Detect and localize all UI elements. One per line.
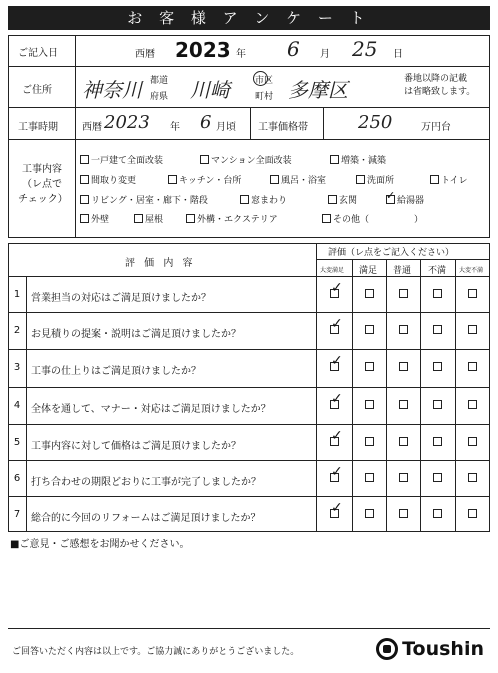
rating-neutral[interactable] xyxy=(399,400,408,409)
rating-dissatisfied[interactable] xyxy=(433,437,442,446)
work-period-year-unit: 年 xyxy=(170,122,180,133)
question-text: 工事内容に対して価格はご満足頂けましたか？ xyxy=(31,441,241,452)
work-option-entrance[interactable]: 玄関 xyxy=(328,193,357,206)
rating-very-satisfied[interactable] xyxy=(330,325,339,334)
scale-neutral: 普通 xyxy=(393,266,412,276)
rating-neutral[interactable] xyxy=(399,473,408,482)
brand-logo xyxy=(376,638,484,660)
rating-satisfied[interactable] xyxy=(365,362,374,371)
rating-very-satisfied[interactable] xyxy=(330,362,339,371)
work-option-roof[interactable]: 屋根 xyxy=(134,212,163,225)
work-period-label: 工事時期 xyxy=(18,122,58,133)
price-value: 250 xyxy=(358,112,393,133)
work-option-detached-house[interactable]: 一戸建て全面改装 xyxy=(80,153,163,166)
rating-very-dissatisfied[interactable] xyxy=(468,437,477,446)
question-text: 営業担当の対応はご満足頂けましたか？ xyxy=(31,293,211,304)
address-ward: 多摩区 xyxy=(288,78,348,102)
question-number: 5 xyxy=(13,437,21,448)
checkbox-condo[interactable] xyxy=(200,155,209,164)
work-option-washroom[interactable]: 洗面所 xyxy=(356,173,394,186)
question-text: 工事の仕上りはご満足頂けましたか？ xyxy=(31,366,201,377)
rating-satisfied[interactable] xyxy=(365,289,374,298)
work-period-month: 6 xyxy=(200,112,212,133)
evaluation-rating-header: 評価（レ点をご記入ください） xyxy=(328,248,455,258)
work-option-exterior[interactable]: 外構・エクステリア xyxy=(186,212,278,225)
work-option-toilet[interactable]: トイレ xyxy=(430,173,468,186)
address-note: 番地以降の記載 は省略致します。 xyxy=(404,74,476,97)
checkbox-other[interactable] xyxy=(322,214,331,223)
rating-neutral[interactable] xyxy=(399,289,408,298)
date-year: 2023 xyxy=(175,38,231,62)
rating-neutral[interactable] xyxy=(399,362,408,371)
rating-satisfied[interactable] xyxy=(365,509,374,518)
question-number: 6 xyxy=(13,473,21,484)
rating-very-satisfied[interactable] xyxy=(330,289,339,298)
question-number: 7 xyxy=(13,509,21,520)
scale-satisfied: 満足 xyxy=(359,266,378,276)
rating-very-dissatisfied[interactable] xyxy=(468,362,477,371)
logo-icon xyxy=(376,638,398,660)
checkbox-living[interactable] xyxy=(80,195,89,204)
address-city-unit-1: 市区 xyxy=(255,76,274,86)
address-label: ご住所 xyxy=(22,85,52,96)
rating-very-satisfied[interactable] xyxy=(330,473,339,482)
checkbox-washroom[interactable] xyxy=(356,175,365,184)
footer-thanks: ご回答いただく内容は以上です。ご協力誠にありがとうございました。 xyxy=(12,647,300,657)
checkbox-layout-change[interactable] xyxy=(80,175,89,184)
question-number: 3 xyxy=(13,362,21,373)
checkbox-bath[interactable] xyxy=(270,175,279,184)
address-pref-unit-1: 都道 xyxy=(150,76,169,86)
work-option-layout-change[interactable]: 間取り変更 xyxy=(80,173,136,186)
price-unit: 万円台 xyxy=(421,122,451,133)
rating-very-satisfied[interactable] xyxy=(330,437,339,446)
date-month-unit: 月 xyxy=(320,49,330,60)
survey-title: お 客 様 ア ン ケ ー ト xyxy=(8,6,490,30)
checkbox-water-heater[interactable] xyxy=(386,195,395,204)
scale-dissatisfied: 不満 xyxy=(428,266,447,276)
work-option-bath[interactable]: 風呂・浴室 xyxy=(270,173,326,186)
checkbox-windows[interactable] xyxy=(240,195,249,204)
address-city: 川崎 xyxy=(190,78,230,102)
work-period-era: 西暦 xyxy=(82,122,102,133)
work-option-other[interactable]: その他（ ） xyxy=(322,212,423,225)
comments-label: ■ご意見・ご感想をお聞かせください。 xyxy=(10,539,190,550)
rating-very-dissatisfied[interactable] xyxy=(468,325,477,334)
question-text: 総合的に今回のリフォームはご満足頂けましたか？ xyxy=(31,513,261,524)
question-text: 全体を通して、マナー・対応はご満足頂けましたか？ xyxy=(31,404,271,415)
address-pref-unit-2: 府県 xyxy=(150,92,169,102)
rating-dissatisfied[interactable] xyxy=(433,289,442,298)
checkbox-extension[interactable] xyxy=(330,155,339,164)
date-year-unit: 年 xyxy=(236,49,246,60)
work-option-condo[interactable]: マンション全面改装 xyxy=(200,153,292,166)
work-option-windows[interactable]: 窓まわり xyxy=(240,193,287,206)
comments-area[interactable] xyxy=(8,550,490,620)
rating-very-satisfied[interactable] xyxy=(330,509,339,518)
question-text: お見積りの提案・説明はご満足頂けましたか？ xyxy=(31,329,241,340)
work-content-label: 工事内容 （レ点で チェック） xyxy=(18,164,68,205)
date-month: 6 xyxy=(287,37,300,61)
rating-very-dissatisfied[interactable] xyxy=(468,509,477,518)
scale-very-satisfied: 大変満足 xyxy=(320,267,345,274)
checkbox-kitchen[interactable] xyxy=(168,175,177,184)
rating-very-dissatisfied[interactable] xyxy=(468,473,477,482)
question-number: 1 xyxy=(13,289,21,300)
rating-satisfied[interactable] xyxy=(365,473,374,482)
rating-satisfied[interactable] xyxy=(365,325,374,334)
checkbox-exterior-wall[interactable] xyxy=(80,214,89,223)
rating-dissatisfied[interactable] xyxy=(433,325,442,334)
rating-dissatisfied[interactable] xyxy=(433,400,442,409)
rating-dissatisfied[interactable] xyxy=(433,509,442,518)
work-option-water-heater[interactable]: ✓ 給湯器 xyxy=(386,193,424,206)
date-label: ご記入日 xyxy=(18,48,58,59)
brand-name: Toushin xyxy=(402,638,484,660)
rating-satisfied[interactable] xyxy=(365,437,374,446)
rating-dissatisfied[interactable] xyxy=(433,362,442,371)
address-city-unit-2: 町村 xyxy=(255,92,274,102)
address-prefecture: 神奈川 xyxy=(82,78,142,102)
rating-very-satisfied[interactable] xyxy=(330,400,339,409)
checkbox-toilet[interactable] xyxy=(430,175,439,184)
work-option-living[interactable]: リビング・居室・廊下・階段 xyxy=(80,193,208,206)
rating-dissatisfied[interactable] xyxy=(433,473,442,482)
checkbox-roof[interactable] xyxy=(134,214,143,223)
checkbox-entrance[interactable] xyxy=(328,195,337,204)
rating-very-dissatisfied[interactable] xyxy=(468,400,477,409)
checkbox-exterior[interactable] xyxy=(186,214,195,223)
date-era: 西暦 xyxy=(135,49,155,60)
scale-very-dissatisfied: 大変不満 xyxy=(459,267,484,274)
city-circle-mark xyxy=(253,71,268,86)
work-period-year: 2023 xyxy=(104,112,150,133)
rating-very-dissatisfied[interactable] xyxy=(468,289,477,298)
question-number: 2 xyxy=(13,325,21,336)
question-number: 4 xyxy=(13,400,21,411)
rating-neutral[interactable] xyxy=(399,325,408,334)
work-option-kitchen[interactable]: キッチン・台所 xyxy=(168,173,241,186)
rating-neutral[interactable] xyxy=(399,509,408,518)
question-text: 打ち合わせの期限どおりに工事が完了しましたか？ xyxy=(31,477,261,488)
rating-neutral[interactable] xyxy=(399,437,408,446)
work-option-exterior-wall[interactable]: 外壁 xyxy=(80,212,109,225)
evaluation-content-header: 評 価 内 容 xyxy=(125,258,196,269)
checkbox-detached-house[interactable] xyxy=(80,155,89,164)
date-day: 25 xyxy=(352,37,378,61)
price-label: 工事価格帯 xyxy=(258,122,308,133)
work-period-month-unit: 月頃 xyxy=(216,122,236,133)
date-day-unit: 日 xyxy=(393,49,403,60)
work-option-extension[interactable]: 増築・減築 xyxy=(330,153,386,166)
rating-satisfied[interactable] xyxy=(365,400,374,409)
